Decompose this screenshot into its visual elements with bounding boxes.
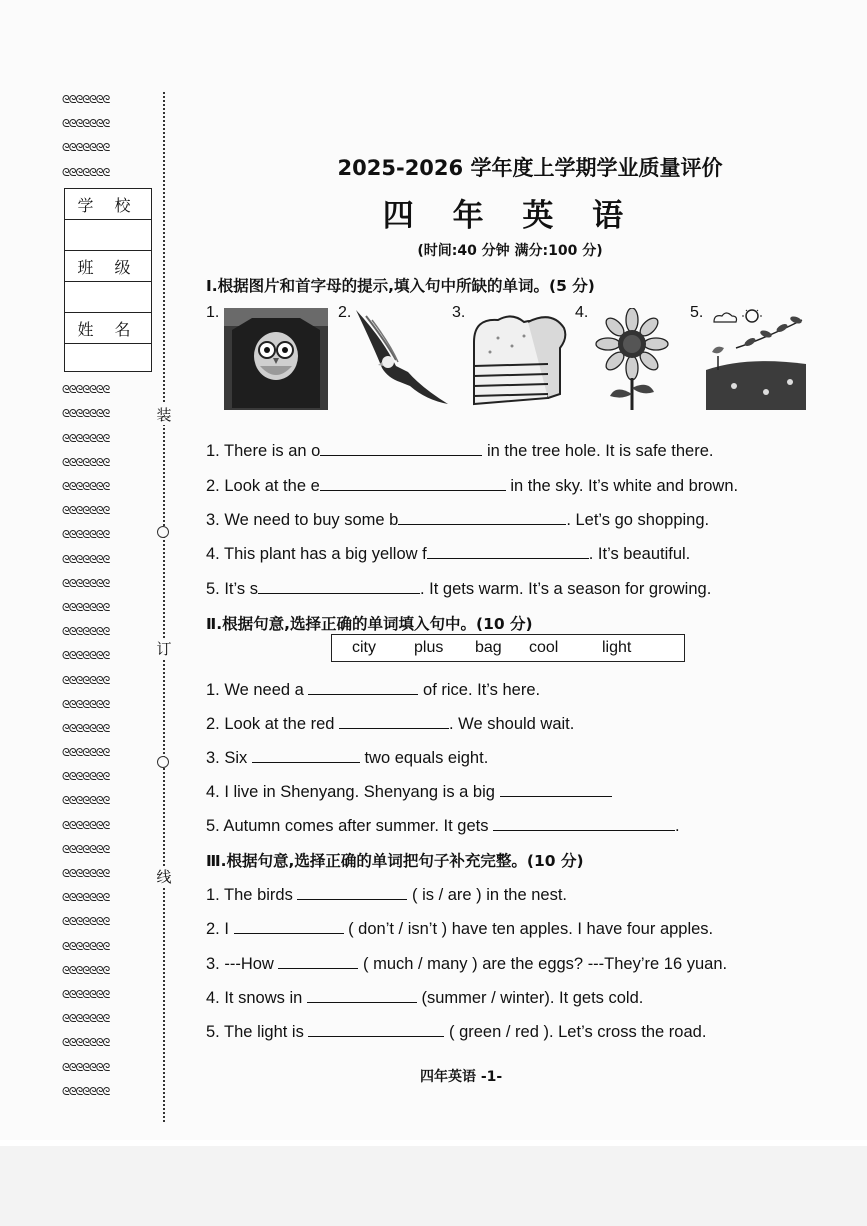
sentence-text: 2. I xyxy=(206,920,234,938)
picture-number: 4. xyxy=(575,304,589,321)
answer-blank[interactable] xyxy=(258,579,420,594)
sentence-text: 5. Autumn comes after summer. It gets xyxy=(206,817,494,835)
student-info-box xyxy=(64,188,152,372)
wave-ornament-row: ᘓᘓᘓᘓᘓᘓᘓ xyxy=(62,842,110,856)
bread-icon xyxy=(468,308,572,410)
sentence-text: ( is / are ) in the nest. xyxy=(407,886,567,904)
wave-ornament-row: ᘓᘓᘓᘓᘓᘓᘓ xyxy=(62,697,110,711)
sentence-text: . Let’s go shopping. xyxy=(566,511,710,529)
wave-ornament-row: ᘓᘓᘓᘓᘓᘓᘓ xyxy=(62,576,110,590)
wave-ornament-row: ᘓᘓᘓᘓᘓᘓᘓ xyxy=(62,915,110,929)
wave-ornament-row: ᘓᘓᘓᘓᘓᘓᘓ xyxy=(62,673,110,687)
wave-ornament-row: ᘓᘓᘓᘓᘓᘓᘓ xyxy=(62,721,110,735)
wave-ornament-row: ᘓᘓᘓᘓᘓᘓᘓ xyxy=(62,600,110,614)
word-bank-item: bag xyxy=(475,639,502,656)
page-footer: 四年英语 -1- xyxy=(420,1069,503,1085)
eagle-icon xyxy=(352,308,452,410)
section1-sentence-3 xyxy=(206,510,709,530)
section3-sentence-4 xyxy=(206,988,643,1008)
section1-sentence-5 xyxy=(206,579,711,599)
section3-sentence-1 xyxy=(206,885,567,905)
wave-ornament-row: ᘓᘓᘓᘓᘓᘓᘓ xyxy=(62,1012,110,1026)
binding-char-zhuang: 装 xyxy=(154,404,174,425)
wave-ornament-row: ᘓᘓᘓᘓᘓᘓᘓ xyxy=(62,1036,110,1050)
wave-ornament-row: ᘓᘓᘓᘓᘓᘓᘓ xyxy=(62,1084,110,1098)
sentence-text: 4. It snows in xyxy=(206,989,307,1007)
wave-ornament-row: ᘓᘓᘓᘓᘓᘓᘓ xyxy=(62,93,110,106)
answer-blank[interactable] xyxy=(500,782,612,797)
answer-blank[interactable] xyxy=(252,748,360,763)
section2-sentence-3 xyxy=(206,748,488,768)
sentence-text: . It’s beautiful. xyxy=(588,545,691,563)
sentence-text: 3. We need to buy some b xyxy=(206,511,399,529)
binding-hole-circle xyxy=(157,756,169,768)
class-label: 班 级 xyxy=(65,251,151,282)
wave-ornament-row: ᘓᘓᘓᘓᘓᘓᘓ xyxy=(62,455,110,469)
wave-ornament-row: ᘓᘓᘓᘓᘓᘓᘓ xyxy=(62,165,110,179)
word-bank xyxy=(331,634,685,662)
binding-char-xian: 线 xyxy=(154,866,174,887)
wave-ornament-row: ᘓᘓᘓᘓᘓᘓᘓ xyxy=(62,867,110,880)
wave-ornament-row: ᘓᘓᘓᘓᘓᘓᘓ xyxy=(62,504,110,518)
subject-title: 四 年 英 语 xyxy=(382,198,638,234)
wave-ornament-row: ᘓᘓᘓᘓᘓᘓᘓ xyxy=(62,117,110,131)
answer-blank[interactable] xyxy=(308,1022,444,1037)
sentence-text: two equals eight. xyxy=(359,749,489,767)
name-field[interactable] xyxy=(65,344,151,372)
answer-blank[interactable] xyxy=(278,954,358,969)
spring-icon xyxy=(706,308,806,410)
wave-ornament-row: ᘓᘓᘓᘓᘓᘓᘓ xyxy=(62,939,110,953)
section3-heading: Ⅲ.根据句意,选择正确的单词把句子补充完整。(10 分) xyxy=(206,852,584,870)
sentence-text: ( don’t / isn’t ) have ten apples. I have four apples. xyxy=(343,920,714,938)
sentence-text: . We should wait. xyxy=(449,715,575,733)
word-bank-item: city xyxy=(352,639,376,656)
answer-blank[interactable] xyxy=(427,544,589,559)
section2-sentence-4 xyxy=(206,782,612,802)
wave-ornament-row: ᘓᘓᘓᘓᘓᘓᘓ xyxy=(62,528,110,542)
wave-ornament-row: ᘓᘓᘓᘓᘓᘓᘓ xyxy=(62,794,110,808)
owl-icon xyxy=(224,308,328,410)
picture-number: 3. xyxy=(452,304,466,321)
section1-heading: Ⅰ.根据图片和首字母的提示,填入句中所缺的单词。(5 分) xyxy=(206,277,595,295)
answer-blank[interactable] xyxy=(398,510,566,525)
answer-blank[interactable] xyxy=(307,988,417,1003)
wave-ornament-row: ᘓᘓᘓᘓᘓᘓᘓ xyxy=(62,770,110,784)
binding-char-ding: 订 xyxy=(154,638,174,659)
wave-ornament-row: ᘓᘓᘓᘓᘓᘓᘓ xyxy=(62,746,110,760)
wave-ornament-row: ᘓᘓᘓᘓᘓᘓᘓ xyxy=(62,963,110,977)
sentence-text: of rice. It’s here. xyxy=(418,681,541,699)
school-label: 学 校 xyxy=(65,189,151,220)
sentence-text: 3. Six xyxy=(206,749,252,767)
sentence-text: 1. We need a xyxy=(206,681,309,699)
picture-number: 2. xyxy=(338,304,352,321)
page-margin-bottom xyxy=(0,1146,867,1226)
sentence-text: 4. This plant has a big yellow f xyxy=(206,545,427,563)
section1-sentence-2 xyxy=(206,476,738,496)
wave-ornament-row: ᘓᘓᘓᘓᘓᘓᘓ xyxy=(62,818,110,832)
binding-dotted-line xyxy=(163,92,165,1122)
sentence-text: (summer / winter). It gets cold. xyxy=(416,989,644,1007)
school-field[interactable] xyxy=(65,220,151,251)
wave-ornament-row: ᘓᘓᘓᘓᘓᘓᘓ xyxy=(62,431,110,445)
section2-heading: Ⅱ.根据句意,选择正确的单词填入句中。(10 分) xyxy=(206,615,533,633)
binding-hole-circle xyxy=(157,526,169,538)
wave-ornament-row: ᘓᘓᘓᘓᘓᘓᘓ xyxy=(62,480,110,493)
word-bank-item: light xyxy=(602,639,632,656)
section1-sentence-1 xyxy=(206,441,714,461)
answer-blank[interactable] xyxy=(339,714,449,729)
section3-sentence-5 xyxy=(206,1022,706,1042)
sentence-text: 5. It’s s xyxy=(206,580,258,598)
picture-number: 1. xyxy=(206,304,220,321)
answer-blank[interactable] xyxy=(493,816,675,831)
section3-sentence-3 xyxy=(206,954,727,974)
sentence-text: 1. The birds xyxy=(206,886,298,904)
wave-ornament-row: ᘓᘓᘓᘓᘓᘓᘓ xyxy=(62,383,110,397)
sentence-text: 2. Look at the red xyxy=(206,715,340,733)
answer-blank[interactable] xyxy=(320,476,506,491)
sentence-text: in the sky. It’s white and brown. xyxy=(505,477,739,495)
wave-ornament-row: ᘓᘓᘓᘓᘓᘓᘓ xyxy=(62,552,110,566)
section2-sentence-1 xyxy=(206,680,540,700)
section2-sentence-5 xyxy=(206,816,680,836)
sentence-text: ( green / red ). Let’s cross the road. xyxy=(444,1023,707,1041)
time-score-line: (时间:40 分钟 满分:100 分) xyxy=(417,243,603,259)
answer-blank[interactable] xyxy=(320,441,482,456)
sentence-text: . xyxy=(675,817,680,835)
section1-sentence-4 xyxy=(206,544,690,564)
wave-ornament-row: ᘓᘓᘓᘓᘓᘓᘓ xyxy=(62,407,110,421)
word-bank-item: cool xyxy=(529,639,559,656)
sentence-text: 4. I live in Shenyang. Shenyang is a big xyxy=(206,783,500,801)
wave-ornament-row: ᘓᘓᘓᘓᘓᘓᘓ xyxy=(62,649,110,663)
class-field[interactable] xyxy=(65,282,151,313)
sentence-text: 1. There is an o xyxy=(206,442,321,460)
section2-sentence-2 xyxy=(206,714,574,734)
exam-title: 2025-2026 学年度上学期学业质量评价 xyxy=(337,156,723,180)
wave-ornament-row: ᘓᘓᘓᘓᘓᘓᘓ xyxy=(62,141,110,155)
section3-sentence-2 xyxy=(206,919,713,939)
sentence-text: ( much / many ) are the eggs? ---They’re 16 yuan. xyxy=(358,955,728,973)
sentence-text: 2. Look at the e xyxy=(206,477,320,495)
answer-blank[interactable] xyxy=(234,919,344,934)
wave-ornament-row: ᘓᘓᘓᘓᘓᘓᘓ xyxy=(62,1060,110,1074)
sentence-text: . It gets warm. It’s a season for growing. xyxy=(419,580,712,598)
sunflower-icon xyxy=(592,308,672,410)
answer-blank[interactable] xyxy=(297,885,407,900)
wave-ornament-row: ᘓᘓᘓᘓᘓᘓᘓ xyxy=(62,891,110,905)
sentence-text: in the tree hole. It is safe there. xyxy=(482,442,714,460)
sentence-text: 3. ---How xyxy=(206,955,279,973)
wave-ornament-row: ᘓᘓᘓᘓᘓᘓᘓ xyxy=(62,625,110,639)
picture-number: 5. xyxy=(690,304,704,321)
answer-blank[interactable] xyxy=(308,680,418,695)
wave-ornament-row: ᘓᘓᘓᘓᘓᘓᘓ xyxy=(62,987,110,1001)
word-bank-item: plus xyxy=(414,639,444,656)
name-label: 姓 名 xyxy=(65,313,151,344)
sentence-text: 5. The light is xyxy=(206,1023,309,1041)
